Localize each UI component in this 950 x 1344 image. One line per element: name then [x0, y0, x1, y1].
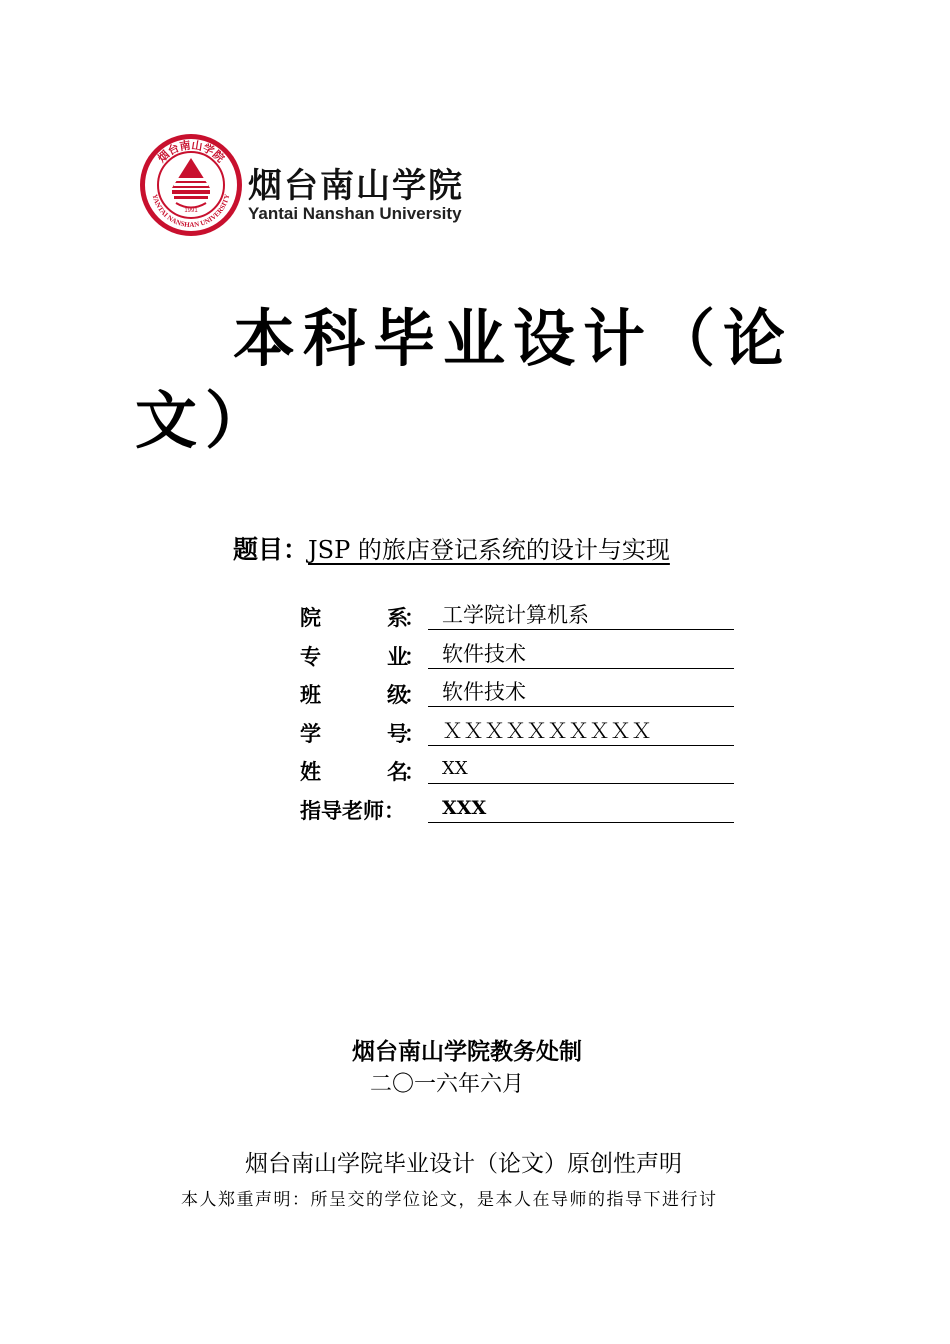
info-row-class [300, 677, 740, 716]
issuing-office: 烟台南山学院教务处制 [352, 1039, 582, 1065]
info-label: 班 级： [300, 683, 425, 707]
topic-value: JSP 的旅店登记系统的设计与实现 [308, 536, 670, 564]
info-label: 专 业： [300, 644, 425, 669]
logo-name-english: Yantai Nanshan University [248, 204, 462, 223]
logo-name-chinese: 烟台南山学院 [248, 166, 464, 206]
student-info [300, 600, 740, 831]
university-seal-icon [138, 132, 244, 238]
info-value-advisor: XXX [428, 793, 734, 823]
info-label: 学 号： [300, 721, 425, 746]
info-value-department: 工学院计算机系 [428, 600, 734, 630]
university-logo [138, 132, 498, 244]
declaration-body: 本人郑重声明：所呈交的学位论文，是本人在导师的指导下进行讨 [181, 1190, 718, 1210]
info-label: 姓 名： [300, 760, 425, 784]
document-title: 本科毕业设计（论文） [135, 302, 794, 457]
info-value-major: 软件技术 [428, 639, 734, 669]
info-row-advisor [300, 793, 740, 832]
info-row-major [300, 639, 740, 678]
issue-date: 二〇一六年六月 [370, 1072, 525, 1097]
info-label: 院 系： [300, 606, 425, 630]
seal-bottom-text: YANTAI NANSHAN UNIVERSITY [150, 193, 232, 230]
info-value-student-id: ＸＸＸＸＸＸＸＸＸＸ [428, 716, 734, 746]
info-label: 指导老师： [300, 798, 405, 823]
info-row-name [300, 754, 740, 793]
info-row-department [300, 600, 740, 639]
info-row-student-id [300, 716, 740, 755]
declaration-title: 烟台南山学院毕业设计（论文）原创性声明 [245, 1151, 682, 1177]
info-value-name: XX [428, 754, 734, 784]
info-value-class: 软件技术 [428, 677, 734, 707]
thesis-topic [233, 530, 670, 566]
seal-top-text: 烟台南山学院 [155, 138, 227, 166]
seal-year: 1991 [184, 208, 198, 214]
topic-label: 题目： [233, 535, 309, 564]
